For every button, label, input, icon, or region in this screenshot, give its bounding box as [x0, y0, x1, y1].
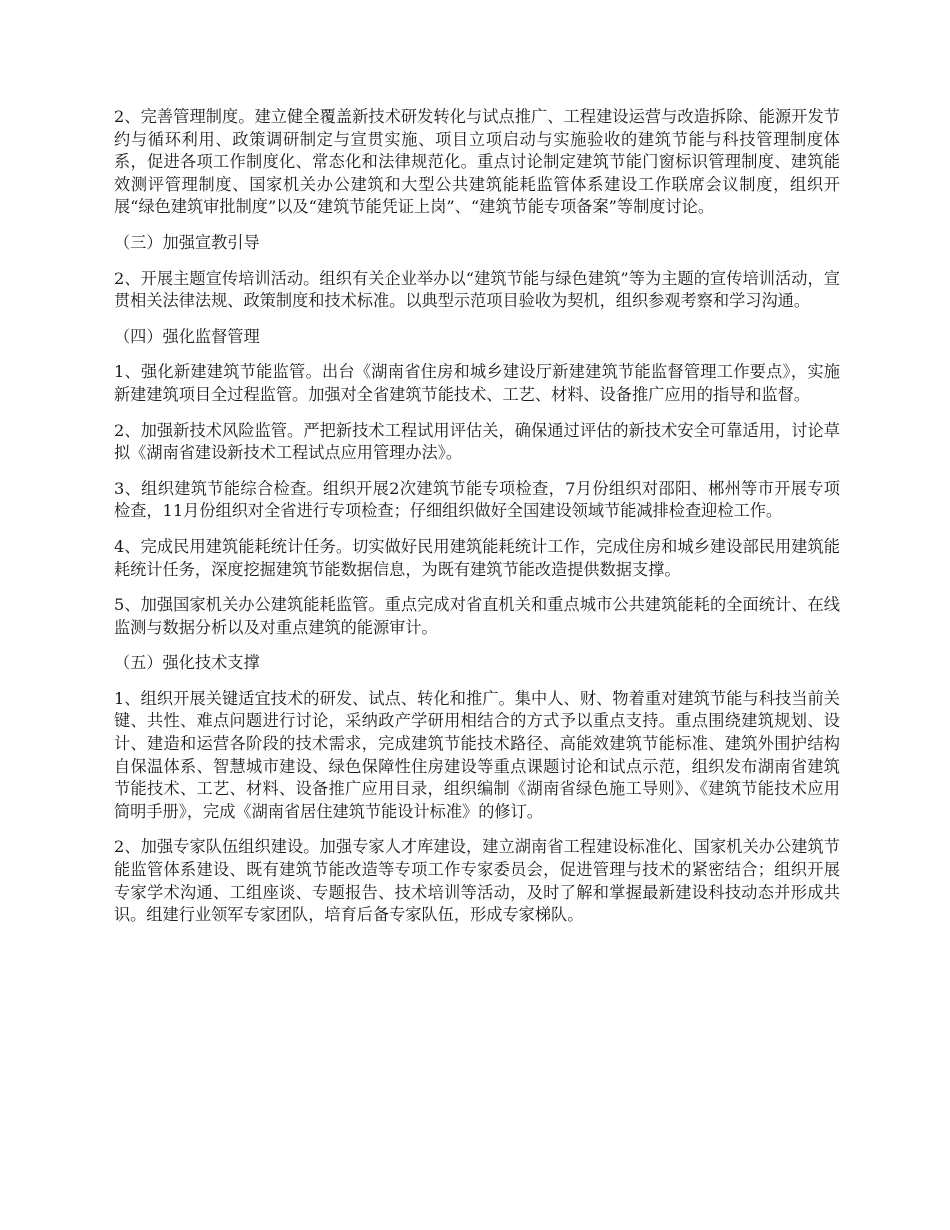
- paragraph-management-system: 2、完善管理制度。建立健全覆盖新技术研发转化与试点推广、工程建设运营与改造拆除、能源开发节约与循环利用、政策调研制定与宣贯实施、项目立项启动与实施验收的建筑节能与科技管理制度体系，促进各项工作制度化、常态化和法律规范化。重点讨论制定建筑节能门窗标识管理制度、建筑能效测评管理制度、国家机关办公建筑和大型公共建筑能耗监管体系建设工作联席会议制度，组织开展“绿色建筑审批制度”以及“建筑节能凭证上岗”、“建筑节能专项备案”等制度讨论。: [114, 107, 840, 217]
- paragraph-expert-team: 2、加强专家队伍组织建设。加强专家人才库建设，建立湖南省工程建设标准化、国家机关办公建筑节能监管体系建设、既有建筑节能改造等专项工作专家委员会，促进管理与技术的紧密结合；组织开展专家学术沟通、工组座谈、专题报告、技术培训等活动，及时了解和掌握最新建设科技动态并形成共识。组建行业领军专家团队，培育后备专家队伍，形成专家梯队。: [114, 837, 840, 925]
- paragraph-training-activities: 2、开展主题宣传培训活动。组织有关企业举办以“建筑节能与绿色建筑”等为主题的宣传培训活动，宣贯相关法律法规、政策制度和技术标准。以典型示范项目验收为契机，组织参观考察和学习沟通。: [114, 268, 840, 311]
- section-heading-publicity: （三）加强宣教引导: [114, 232, 260, 252]
- paragraph-comprehensive-inspection: 3、组织建筑节能综合检查。组织开展2次建筑节能专项检查，7月份组织对邵阳、郴州等市开展专项检查，11月份组织对全省进行专项检查；仔细组织做好全国建设领域节能减排检查迎检工作。: [114, 478, 840, 521]
- paragraph-energy-statistics: 4、完成民用建筑能耗统计任务。切实做好民用建筑能耗统计工作，完成住房和城乡建设部民用建筑能耗统计任务，深度挖掘建筑节能数据信息，为既有建筑节能改造提供数据支撑。: [114, 536, 840, 579]
- paragraph-office-building-monitoring: 5、加强国家机关办公建筑能耗监管。重点完成对省直机关和重点城市公共建筑能耗的全面统计、在线监测与数据分析以及对重点建筑的能源审计。: [114, 595, 840, 637]
- document-body: [114, 106, 840, 940]
- paragraph-key-technology: 1、组织开展关键适宜技术的研发、试点、转化和推广。集中人、财、物着重对建筑节能与科技当前关键、共性、难点问题进行讨论，采纳政产学研用相结合的方式予以重点支持。重点围绕建筑规划、设计、建造和运营各阶段的技术需求，完成建筑节能技术路径、高能效建筑节能标准、建筑外围护结构自保温体系、智慧城市建设、绿色保障性住房建设等重点课题讨论和试点示范，组织发布湖南省建筑节能技术、工艺、材料、设备推广应用目录，组织编制《湖南省绿色施工导则》、《建筑节能技术应用简明手册》，完成《湖南省居住建筑节能设计标准》的修订。: [114, 688, 840, 821]
- paragraph-new-building-supervision: 1、强化新建建筑节能监管。出台《湖南省住房和城乡建设厅新建建筑节能监督管理工作要点》，实施新建建筑项目全过程监管。加强对全省建筑节能技术、工艺、材料、设备推广应用的指导和监督。: [114, 362, 840, 404]
- section-heading-technical-support: （五）强化技术支撑: [114, 653, 260, 673]
- section-heading-supervision: （四）强化监督管理: [114, 326, 260, 346]
- paragraph-new-tech-risk: 2、加强新技术风险监管。严把新技术工程试用评估关，确保通过评估的新技术安全可靠适用，讨论草拟《湖南省建设新技术工程试点应用管理办法》。: [114, 420, 840, 463]
